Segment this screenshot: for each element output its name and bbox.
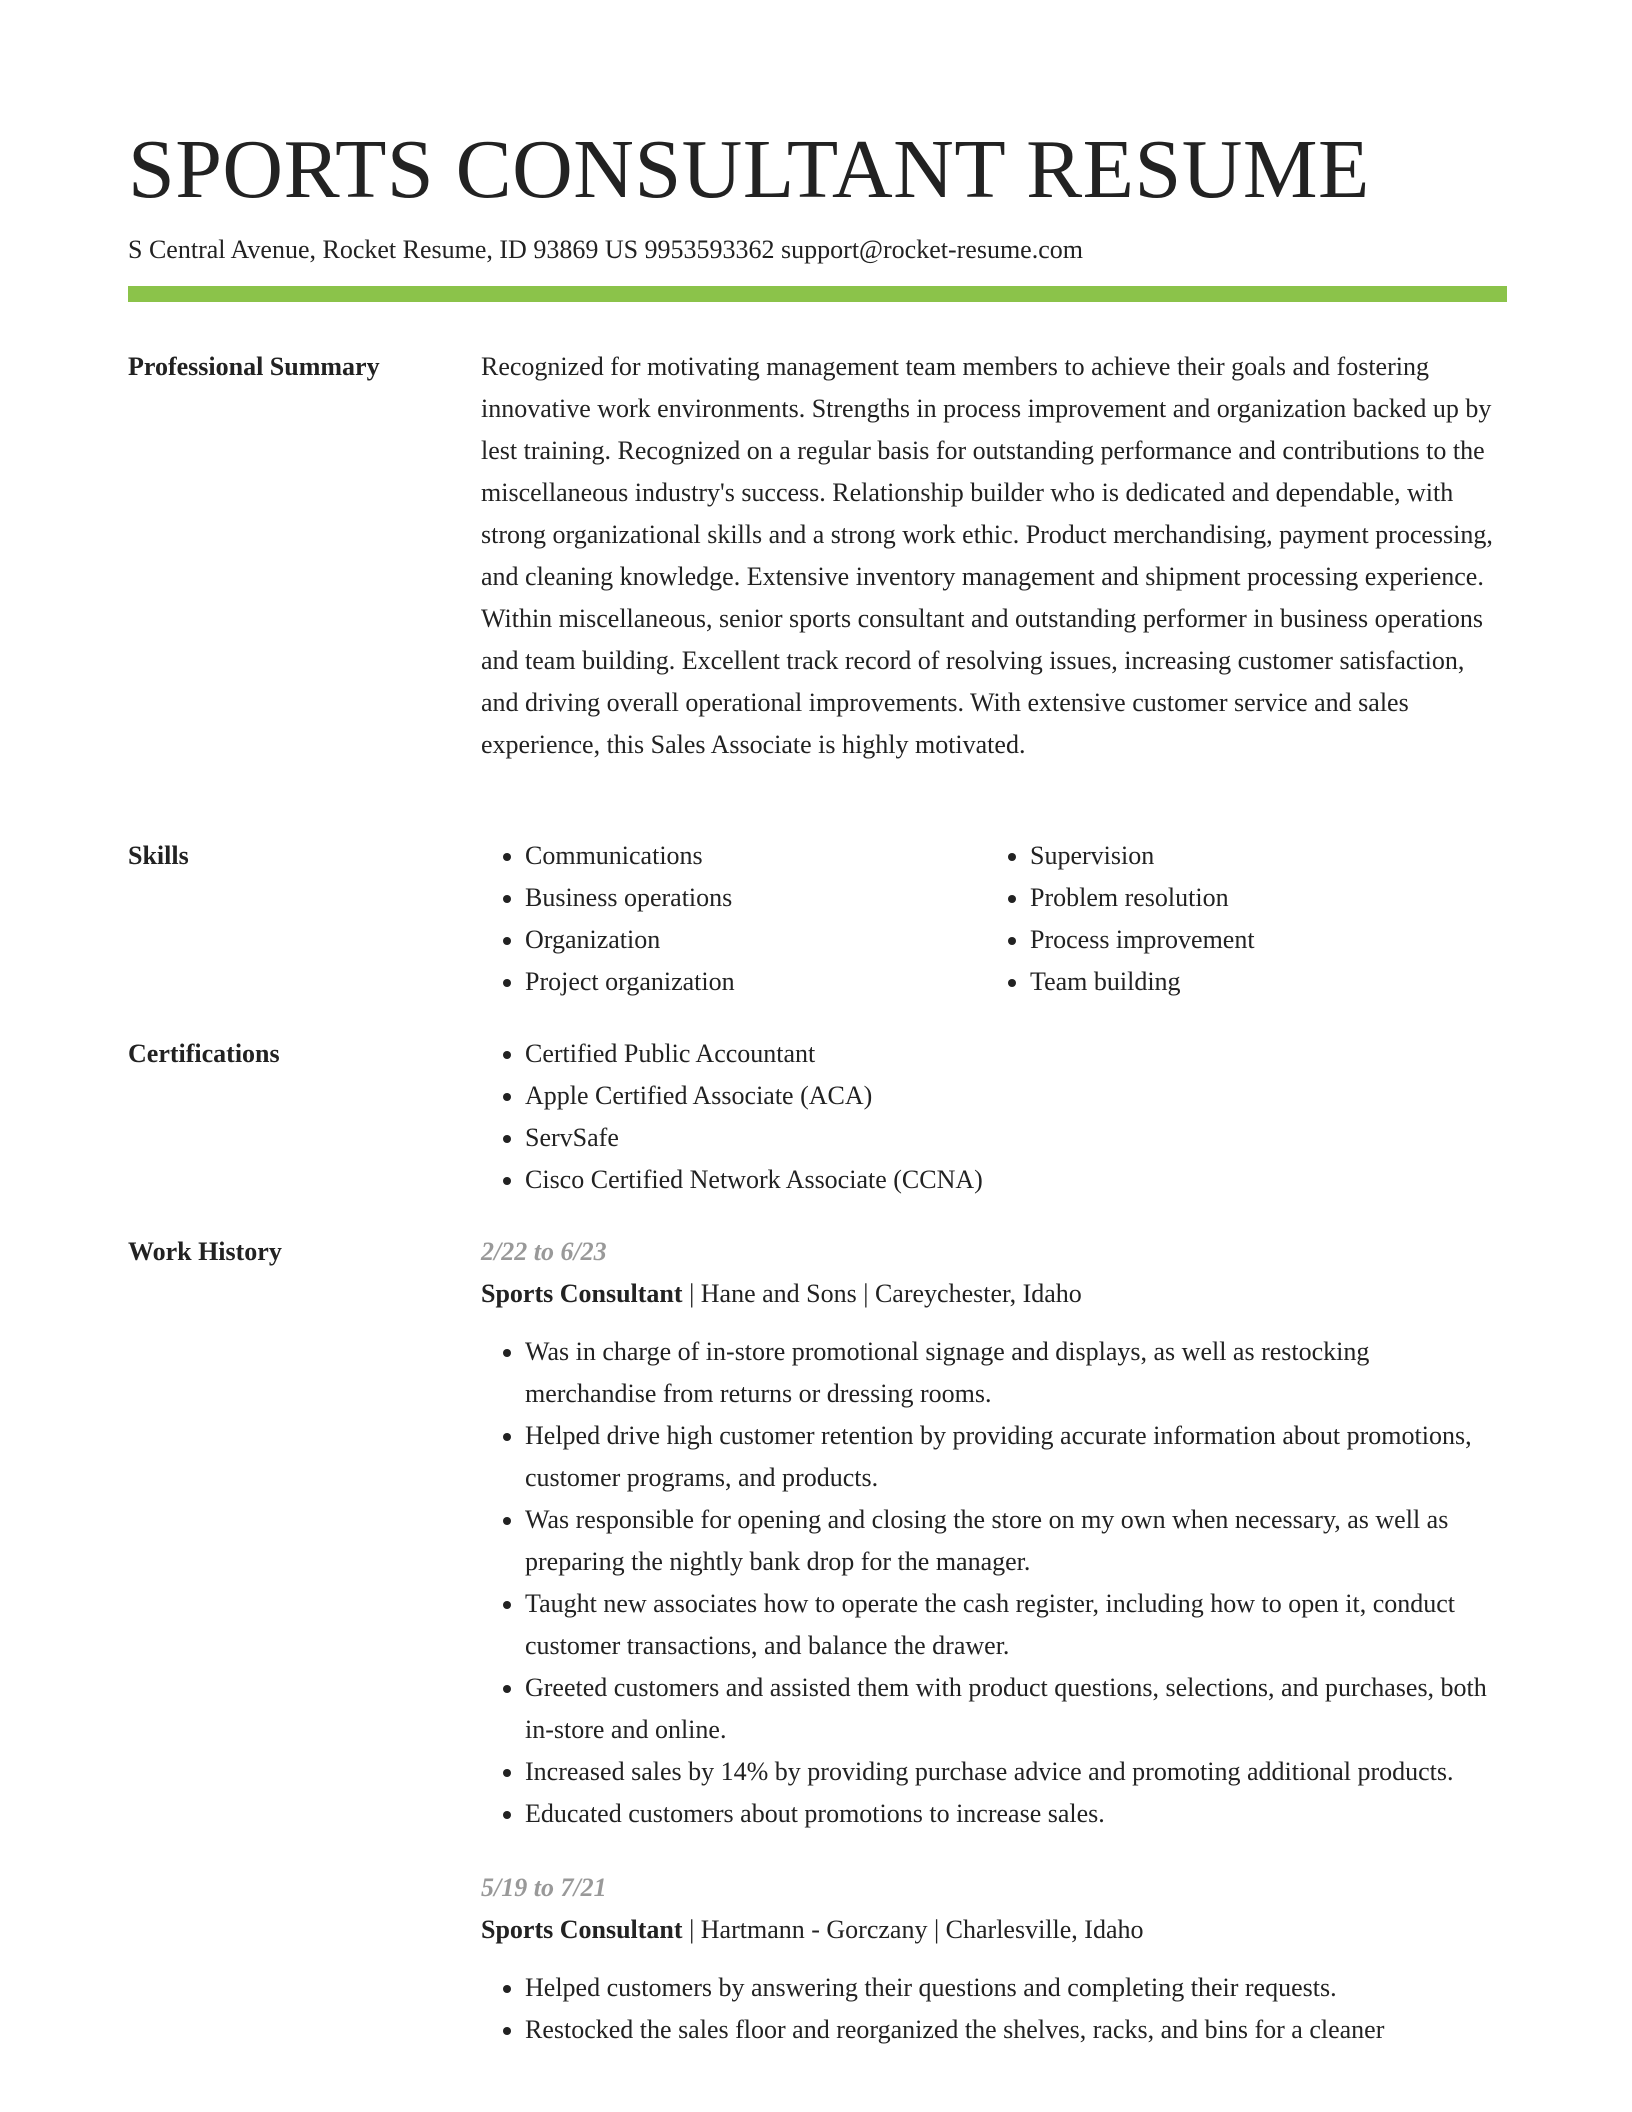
summary-label: Professional Summary	[128, 352, 380, 381]
job-bullets	[481, 1331, 1507, 1835]
job-heading	[481, 1909, 1507, 1951]
skills-label: Skills	[128, 841, 189, 870]
skill-item: • Problem resolution	[1030, 877, 1491, 919]
skill-item: • Process improvement	[1030, 919, 1491, 961]
job-details: | Hartmann - Gorczany | Charlesville, Idaho	[682, 1915, 1144, 1944]
job-bullets	[481, 1967, 1507, 2051]
certification-item: • Cisco Certified Network Associate (CCNA)	[525, 1159, 1507, 1201]
job-bullet: • Helped drive high customer retention by providing accurate information about promotions, customer programs, and products.	[525, 1415, 1507, 1499]
job-entry	[481, 1867, 1507, 2051]
skills-column-left	[481, 835, 986, 1003]
resume-title: SPORTS CONSULTANT RESUME	[128, 123, 1370, 216]
job-bullet: • Educated customers about promotions to increase sales.	[525, 1793, 1507, 1835]
skill-item: • Team building	[1030, 961, 1491, 1003]
work-history-label: Work History	[128, 1237, 282, 1266]
job-bullet: • Increased sales by 14% by providing purchase advice and promoting additional products.	[525, 1751, 1507, 1793]
job-heading	[481, 1273, 1507, 1315]
job-entry	[481, 1231, 1507, 1835]
skill-item: • Organization	[525, 919, 986, 961]
contact-line: S Central Avenue, Rocket Resume, ID 93869 US 9953593362 support@rocket-resume.com	[128, 235, 1083, 264]
certification-item: • Certified Public Accountant	[525, 1033, 1507, 1075]
summary-body	[481, 346, 1507, 766]
skills-body	[481, 835, 1507, 1003]
work-history-body	[481, 1231, 1507, 2083]
job-dates: 2/22 to 6/23	[481, 1237, 607, 1266]
job-title: Sports Consultant	[481, 1279, 683, 1308]
job-bullet: • Greeted customers and assisted them with product questions, selections, and purchases, both in-store and online.	[525, 1667, 1507, 1751]
job-bullet: • Helped customers by answering their questions and completing their requests.	[525, 1967, 1507, 2009]
job-bullet: • Was in charge of in-store promotional signage and displays, as well as restocking merchandise from returns or dressing rooms.	[525, 1331, 1507, 1415]
job-details: | Hane and Sons | Careychester, Idaho	[682, 1279, 1082, 1308]
summary-text: Recognized for motivating management team members to achieve their goals and fostering innovative work environments. Strengths in process improvement and organization backed up by lest training. Recognized on a regular basis for outstanding performance and contributions to the miscellaneous industry's success. Relationship builder who is dedicated and dependable, with strong organizational skills and a strong work ethic. Product merchandising, payment processing, and cleaning knowledge. Extensive inventory management and shipment processing experience. Within miscellaneous, senior sports consultant and outstanding performer in business operations and team building. Excellent track record of resolving issues, increasing customer satisfaction, and driving overall operational improvements. With extensive customer service and sales experience, this Sales Associate is highly motivated.	[481, 352, 1493, 759]
skill-item: • Supervision	[1030, 835, 1491, 877]
certifications-body	[481, 1033, 1507, 1201]
job-dates: 5/19 to 7/21	[481, 1873, 607, 1902]
certification-item: • Apple Certified Associate (ACA)	[525, 1075, 1507, 1117]
certifications-label: Certifications	[128, 1039, 280, 1068]
job-bullet: • Was responsible for opening and closing the store on my own when necessary, as well as preparing the nightly bank drop for the manager.	[525, 1499, 1507, 1583]
job-bullet: • Restocked the sales floor and reorganized the shelves, racks, and bins for a cleaner	[525, 2009, 1507, 2051]
certification-item: • ServSafe	[525, 1117, 1507, 1159]
skill-item: • Project organization	[525, 961, 986, 1003]
job-bullet: • Taught new associates how to operate the cash register, including how to open it, conduct customer transactions, and balance the drawer.	[525, 1583, 1507, 1667]
header-divider	[128, 286, 1507, 302]
skills-column-right	[986, 835, 1491, 1003]
job-title: Sports Consultant	[481, 1915, 683, 1944]
skill-item: • Communications	[525, 835, 986, 877]
skill-item: • Business operations	[525, 877, 986, 919]
